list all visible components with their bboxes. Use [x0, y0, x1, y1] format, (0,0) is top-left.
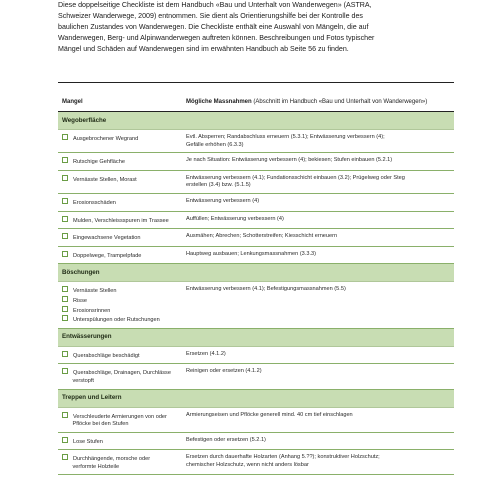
defect-cell [58, 407, 182, 432]
defect-cell [58, 153, 182, 171]
defect-label: Eingewachsene Vegetation [73, 235, 141, 242]
defect-item [62, 378, 179, 386]
intro-line: Wanderwegen, Berg- und Alpinwanderwegen auftreten können. Beschreibungen und Fotos typischer [58, 34, 375, 42]
checkbox[interactable] [62, 315, 68, 321]
defect-item [62, 412, 179, 422]
measure-text: Ausmähen; Abrechen; Schotterstreifen; Kiesschicht erneuern [186, 233, 338, 240]
checkbox[interactable] [62, 233, 68, 239]
intro-line: Schweizer Wanderwege, 2009) entnommen. Sie dient als Orientierungshilfe bei der Kontrolle des [58, 12, 363, 20]
column-header-measures-note: (Abschnitt im Handbuch «Bau und Unterhalt von Wanderwegen») [251, 99, 428, 106]
measure-text: Gefälle erhöhen (6.3.3) [186, 141, 244, 148]
measure-text: Evtl. Absperren; Randabschluss erneuern (5.3.1); Entwässerung verbessern (4); [186, 134, 385, 140]
defect-item [62, 233, 179, 243]
measures-cell [182, 364, 454, 389]
table-row [58, 282, 454, 328]
measure-text: Entwässerung verbessern (4.1); Fundationsschicht einbauen (3.2); Prügelweg oder Steg [186, 174, 405, 181]
defect-label: Durchhängende, morsche oder [73, 456, 151, 463]
defect-cell [58, 364, 182, 389]
measures-cell [182, 170, 454, 193]
defect-cell [58, 432, 182, 450]
defect-item [62, 306, 179, 316]
table-row [58, 346, 454, 364]
defect-label: Lose Stufen [73, 438, 103, 445]
column-header-measures [182, 83, 454, 112]
measure-text: Auffüllen; Entwässerung verbessern (4) [186, 215, 284, 222]
defect-cell [58, 229, 182, 247]
table-row [58, 364, 454, 389]
checkbox[interactable] [62, 251, 68, 257]
table-row [58, 450, 454, 475]
defect-cell [58, 130, 182, 153]
checkbox[interactable] [62, 216, 68, 222]
defect-label: Querabschläge beschädigt [73, 352, 140, 359]
defect-cell [58, 346, 182, 364]
measure-text: Entwässerung verbessern (4) [186, 197, 260, 204]
column-header-measures-title: Mögliche Massnahmen [186, 99, 252, 106]
defect-label: Risse [73, 297, 87, 304]
measures-cell [182, 432, 454, 450]
defect-label: Vernässte Stellen, Morast [73, 176, 137, 183]
defect-item [62, 251, 179, 261]
column-header-defect: Mangel [58, 83, 182, 112]
section-header-row [58, 328, 454, 346]
defect-item [62, 421, 179, 429]
defect-cell [58, 170, 182, 193]
defect-item [62, 464, 179, 472]
measure-text: Reinigen oder ersetzen (4.1.2) [186, 368, 262, 375]
checkbox[interactable] [62, 412, 68, 418]
section-title: Treppen und Leitern [58, 389, 454, 407]
defect-item [62, 157, 179, 167]
measure-text: Je nach Situation: Entwässerung verbessern (4); bekiesen; Stufen einbauen (5.2.1) [186, 157, 393, 164]
section-title: Entwässerungen [58, 328, 454, 346]
table-row [58, 432, 454, 450]
intro-line: Diese doppelseitige Checkliste ist dem Handbuch «Bau und Unterhalt von Wanderwegen» (ASTRA, [58, 1, 372, 9]
defect-label: Querabschläge, Drainagen, Durchlässe [73, 370, 171, 377]
measures-cell [182, 450, 454, 475]
measures-cell [182, 211, 454, 229]
measures-cell [182, 282, 454, 328]
defect-item [62, 286, 179, 296]
defect-item [62, 351, 179, 361]
intro-text [58, 0, 454, 55]
checkbox[interactable] [62, 134, 68, 140]
measures-cell [182, 246, 454, 264]
section-header-row [58, 389, 454, 407]
measure-text: Entwässerung verbessern (4.1); Befestigungsmassnahmen (5.5) [186, 286, 346, 293]
defect-item [62, 296, 179, 306]
measure-text: chemischer Holzschutz, wenn nicht anders lösbar [186, 461, 309, 468]
defect-label: Verschleuderte Armierungen von oder [73, 413, 167, 420]
measure-text: erstellen (3.4) bzw. (5.1.5) [186, 182, 251, 189]
section-title: Wegoberfläche [58, 112, 454, 130]
defect-label: Rutschige Gehfläche [73, 159, 125, 166]
defect-item [62, 198, 179, 208]
table-row [58, 246, 454, 264]
defect-label: Doppelwege, Trampelpfade [73, 252, 142, 259]
defect-label: verformte Holzteile [72, 463, 120, 470]
section-header-row [58, 264, 454, 282]
defect-label: Erosionsschäden [73, 199, 116, 206]
checkbox[interactable] [62, 157, 68, 163]
measures-cell [182, 346, 454, 364]
defect-label: Pflöcke bei den Stufen [72, 421, 129, 428]
measure-text: Armierungseisen und Pflöcke generell mind. 40 cm tief einschlagen [186, 411, 353, 418]
table-row [58, 193, 454, 211]
measure-text: Befestigen oder ersetzen (5.2.1) [186, 436, 266, 443]
intro-line: baulichen Zustandes von Wanderwegen. Die Checkliste enthält eine Auswahl von Mängeln, die auf [58, 23, 369, 31]
intro-line: Mängel und Schäden auf Wanderwegen sind im erwähnten Handbuch ab Seite 56 zu finden. [58, 45, 349, 53]
measure-text: Hauptweg ausbauen; Lenkungsmassnahmen (3.3.3) [186, 250, 316, 257]
table-row [58, 229, 454, 247]
defect-label: Unterspülungen oder Rutschungen [73, 317, 160, 324]
section-header-row [58, 112, 454, 130]
table-row [58, 130, 454, 153]
checklist-body [58, 112, 454, 475]
checkbox[interactable] [62, 286, 68, 292]
defect-cell [58, 211, 182, 229]
measures-cell [182, 229, 454, 247]
defect-label: Mulden, Verschleissspuren im Trassee [73, 217, 169, 224]
defect-label: verstopft [72, 377, 94, 384]
defect-item [62, 454, 179, 464]
defect-item [62, 175, 179, 185]
defect-cell [58, 193, 182, 211]
checkbox[interactable] [62, 296, 68, 302]
defect-item [62, 315, 179, 325]
checklist-table [58, 82, 454, 475]
defect-label: Ausgebrochener Wegrand [73, 136, 139, 142]
measure-text: Ersetzen (4.1.2) [186, 350, 226, 357]
defect-item [62, 216, 179, 226]
table-header-row [58, 83, 454, 112]
defect-cell [58, 282, 182, 328]
table-row [58, 153, 454, 171]
checkbox[interactable] [62, 306, 68, 312]
measures-cell [182, 193, 454, 211]
defect-item [62, 437, 179, 447]
defect-cell [58, 246, 182, 264]
defect-cell [58, 450, 182, 475]
defect-item [62, 368, 179, 378]
defect-label: Erosionsrinnen [73, 307, 111, 314]
table-row [58, 407, 454, 432]
checkbox[interactable] [62, 175, 68, 181]
measures-cell [182, 153, 454, 171]
checkbox[interactable] [62, 454, 68, 460]
measures-cell [182, 130, 454, 153]
checkbox[interactable] [62, 351, 68, 357]
measures-cell [182, 407, 454, 432]
checkbox[interactable] [62, 437, 68, 443]
table-row [58, 170, 454, 193]
defect-label: Vernässte Stellen [73, 288, 117, 295]
section-title: Böschungen [58, 264, 454, 282]
checkbox[interactable] [62, 198, 68, 204]
defect-item [62, 134, 179, 144]
checkbox[interactable] [62, 368, 68, 374]
table-row [58, 211, 454, 229]
measure-text: Ersetzen durch dauerhafte Holzarten (Anhang 5.??); konstruktiver Holzschutz; [186, 454, 380, 461]
